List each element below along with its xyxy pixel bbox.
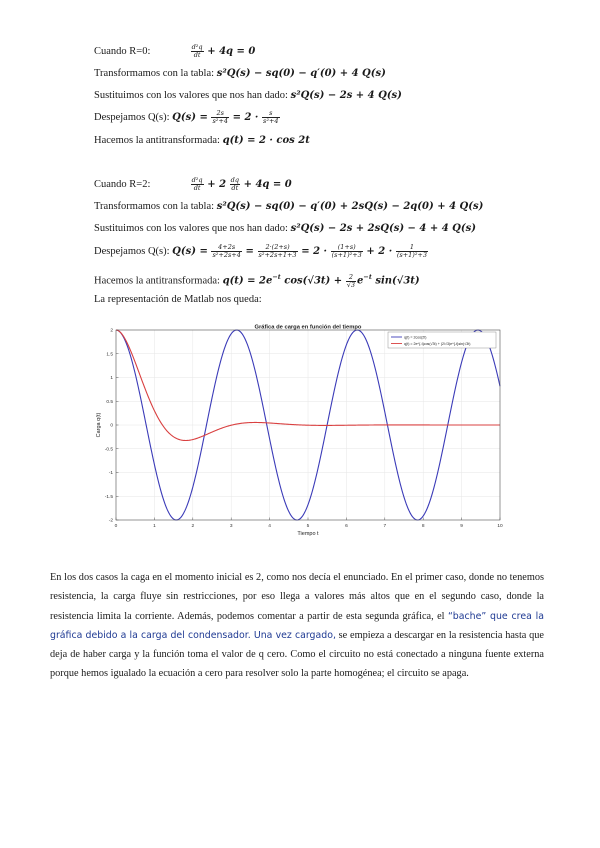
case2-inverse-e2: e <box>357 275 364 287</box>
x-tick-label: 10 <box>497 524 503 529</box>
case2-inverse-exp2: −t <box>363 273 372 281</box>
x-tick-label: 2 <box>191 524 195 529</box>
legend-label-1: q(t) = 2cos(2t) <box>404 335 427 340</box>
case2-subst-label: Sustituimos con los valores que nos han dado: <box>94 223 288 234</box>
case2-solve-eq1: = <box>245 245 254 257</box>
y-tick-label: 0.5 <box>106 399 113 405</box>
conclusion-highlight: “bache” que crea la gráfica debido a la carga del condensador. Una vez cargado, <box>50 610 544 641</box>
case2-inverse-cos: cos(√3t) + <box>280 275 343 287</box>
case1-inverse <box>94 134 310 148</box>
conclusion-part1: En los dos casos la caga en el momento inicial es 2, como nos decía el enunciado. En el primer caso, donde no tenemos resistencia, la carga fluye sin restricciones, por eso llega a valores más altos que en el segundo caso, donde la resistencia limita la corriente. Además, podemos comentar a partir de esta segunda gráfica, el <box>50 572 544 622</box>
case2-header <box>94 177 292 192</box>
case1-d2-fraction: $\frac{\text{d²q}}{dt}$ <box>191 43 203 59</box>
case1-header-eq-rest: + 4q = 0 <box>207 45 256 57</box>
case1-solve-frac1: $\frac{2s}{\text{s²+4}}$ <box>212 109 228 125</box>
y-tick-label: 1.5 <box>106 352 113 358</box>
chart-ylabel: Carga q(t) <box>96 412 102 438</box>
case1-solve-label: Despejamos Q(s): <box>94 111 170 123</box>
case1-solve-mid: = 2 · <box>232 111 259 123</box>
case2-d1-fraction: $\frac{dq}{dt}$ <box>230 176 239 192</box>
case2-inverse-sin: sin(√3t) <box>371 275 420 287</box>
case2-inverse <box>94 270 420 289</box>
case1-subst <box>94 89 402 103</box>
y-tick-label: -0.5 <box>104 447 113 453</box>
case2-d2-fraction: $\frac{\text{d²q}}{dt}$ <box>191 176 203 192</box>
x-tick-label: 9 <box>460 524 463 529</box>
case1-subst-label: Sustituimos con los valores que nos han dado: <box>94 90 288 101</box>
case1-transform-label: Transformamos con la tabla: <box>94 68 215 79</box>
y-tick-label: 1 <box>110 376 113 382</box>
y-tick-label: -1 <box>108 471 113 477</box>
case1-transform-eq: s²Q(s) − sq(0) − q′(0) + 4 Q(s) <box>216 68 386 79</box>
conclusion-paragraph <box>50 568 544 684</box>
case1-header-label: Cuando R=0: <box>94 45 151 57</box>
case2-solve-plus: + 2 · <box>366 245 393 257</box>
x-tick-label: 1 <box>153 524 156 529</box>
case2-solve <box>94 244 429 259</box>
case1-solve <box>94 110 281 125</box>
x-tick-label: 8 <box>421 524 425 529</box>
case2-solve-lhs: Q(s) = <box>172 245 208 257</box>
x-tick-label: 4 <box>268 524 271 529</box>
case2-solve-frac3: $\frac{(1+s)}{\text{(s+1)²+3}}$ <box>331 243 362 259</box>
chart-legend <box>388 332 496 348</box>
x-tick-label: 0 <box>114 524 118 529</box>
case1-transform <box>94 67 386 81</box>
x-tick-label: 3 <box>229 524 233 529</box>
case1-header <box>94 44 255 59</box>
case2-inverse-exp1: −t <box>272 273 281 281</box>
case2-transform-label: Transformamos con la tabla: <box>94 201 215 212</box>
case2-inverse-frac: $\frac{2}{√3}$ <box>346 272 356 289</box>
charge-chart <box>88 322 510 540</box>
x-tick-label: 7 <box>383 524 387 529</box>
y-tick-label: -2 <box>108 518 113 524</box>
case2-transform-eq: s²Q(s) − sq(0) − q′(0) + 2sQ(s) − 2q(0) + 4 Q(s) <box>216 201 484 212</box>
legend-label-2: q(t) = 2e^{-t}cos(√3t) + (2/√3)e^{-t}sin(√3t) <box>404 341 471 346</box>
case2-solve-frac4: $\frac{1}{\text{(s+1)²+3}}$ <box>396 243 428 259</box>
case2-header-eq-rest: + 4q = 0 <box>243 178 292 190</box>
matlab-intro: La representación de Matlab nos queda: <box>94 294 262 305</box>
case1-solve-frac2: $\frac{s}{\text{s²+4}}$ <box>263 109 279 125</box>
case2-solve-label: Despejamos Q(s): <box>94 245 170 257</box>
case2-inverse-lhs: q(t) = 2e <box>222 275 273 287</box>
case2-subst <box>94 222 476 236</box>
x-tick-label: 6 <box>345 524 348 529</box>
y-tick-label: 2 <box>110 328 113 334</box>
chart-xlabel: Tiempo t <box>297 531 319 537</box>
x-tick-label: 5 <box>306 524 310 529</box>
case2-solve-eq2: = 2 · <box>301 245 327 257</box>
case2-inverse-label: Hacemos la antitransformada: <box>94 275 220 287</box>
case2-transform <box>94 200 483 214</box>
case2-header-plus2: + 2 <box>207 178 227 190</box>
y-tick-label: -1.5 <box>104 494 113 500</box>
case1-inverse-eq: q(t) = 2 · cos 2t <box>222 135 310 146</box>
case1-subst-eq: s²Q(s) − 2s + 4 Q(s) <box>290 90 402 101</box>
case1-solve-lhs: Q(s) = <box>172 111 208 123</box>
y-tick-label: 0 <box>110 423 113 429</box>
case2-subst-eq: s²Q(s) − 2s + 2sQ(s) − 4 + 4 Q(s) <box>290 223 476 234</box>
conclusion-part3: se empieza a descargar en la resistencia hasta que deja de haber carga y la función toma el valor de q cero. Como el circuito no está conectado a ninguna fuente externa porque hemos igualado la ecuación a cero para resolver solo la parte homogénea; el circuito se apaga. <box>50 629 544 680</box>
chart-title: Gráfica de carga en función del tiempo <box>254 324 362 331</box>
case2-header-label: Cuando R=2: <box>94 178 151 190</box>
case1-inverse-label: Hacemos la antitransformada: <box>94 135 220 146</box>
case2-solve-frac1: $\frac{4+2s}{\text{s²+2s+4}}$ <box>212 243 241 259</box>
case2-solve-frac2: $\frac{2\cdot(2+s)}{\text{s²+2s+1+3}}$ <box>258 243 297 259</box>
